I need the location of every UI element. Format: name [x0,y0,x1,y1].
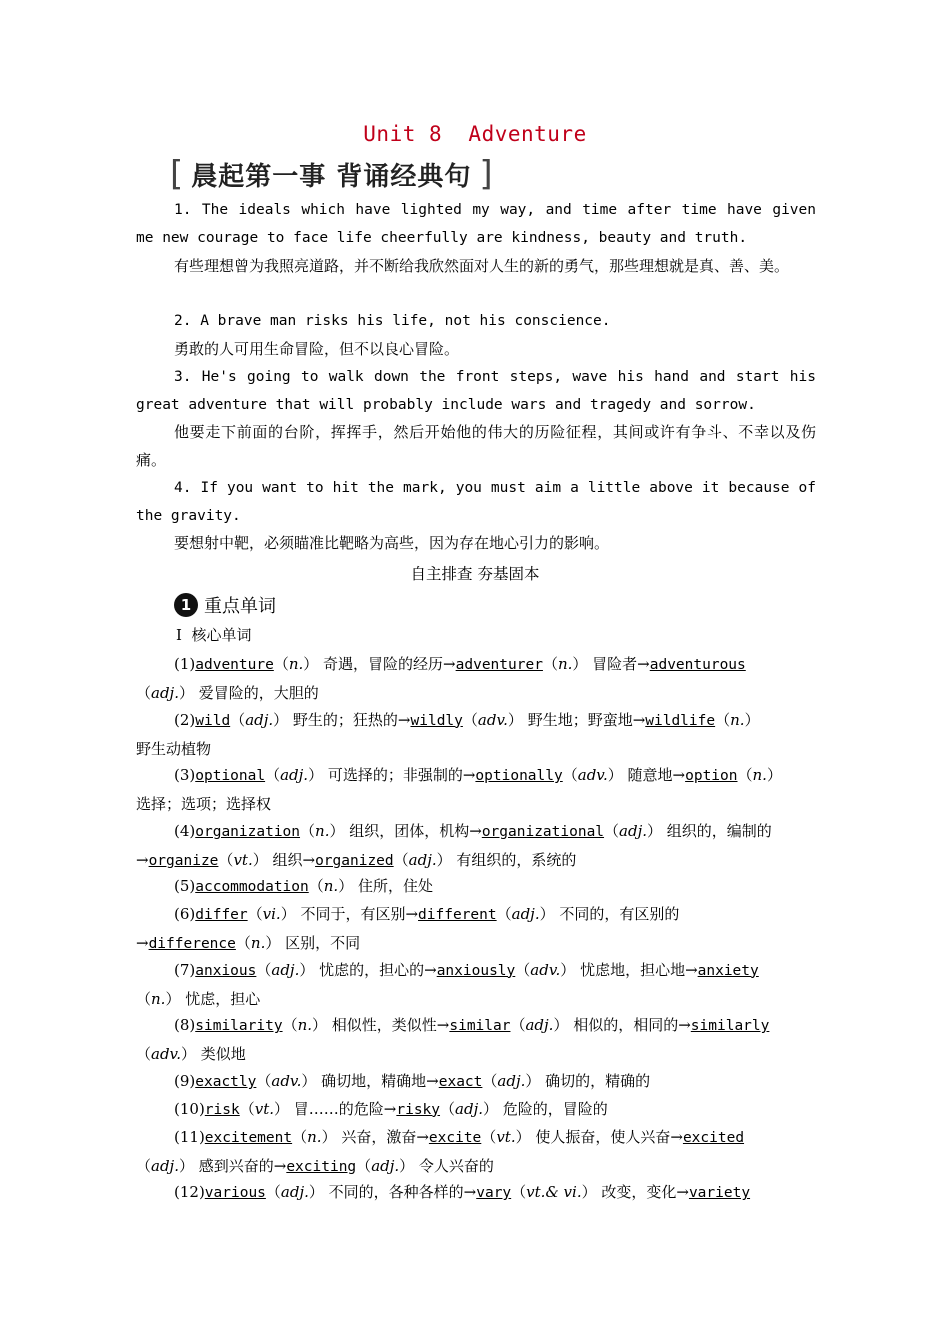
vocab-text: ） 爱冒险的，大胆的 [178,684,319,702]
vocab-text: （ [273,655,289,673]
vocab-entry [136,706,816,763]
vocab-line [136,761,816,790]
sentence-1-chinese: 有些理想曾为我照亮道路，并不断给我欣然面对人生的新的勇气，那些理想就是真、善、美。 [174,257,790,275]
vocab-word: wildly [410,712,463,729]
vocab-text: ） 组织的，编制的 [647,821,772,840]
vocab-text: (1) [174,655,196,673]
vocab-text: （ [715,710,731,729]
sentence-3-chinese: 他要走下前面的台阶，挥挥手，然后开始他的伟大的历险征程，其间或许有争斗、不幸以及伤痛。 [136,423,816,469]
sentence-2-english: 2. A brave man risks his life, not his conscience. [174,313,611,329]
vocab-text: (8) [174,1016,196,1035]
vocab-entry [136,650,816,707]
part-of-speech: adj. [280,1183,309,1202]
vocab-entry [136,1011,816,1068]
part-of-speech: adj. [511,905,540,924]
vocab-text: （ [515,960,531,979]
vocab-text: ） 奇遇，冒险的经历→ [303,655,456,673]
sentence-4-chinese: 要想射中靶，必须瞄准比靶略为高些，因为存在地心引力的影响。 [174,534,610,552]
vocab-text: ） 野生地；野蛮地→ [507,710,646,729]
vocab-text: ） 忧虑，担心 [165,989,261,1008]
vocab-text: ） 组织，团体，机构→ [329,821,482,840]
part-of-speech: vi. [262,905,281,924]
sentence-3-english: 3. He's going to walk down the front steps, wave his hand and start his great adventure that will probably include wars and tragedy and sorrow. [136,369,816,413]
vocab-text: (11) [174,1127,205,1146]
vocab-text: （ [300,821,316,840]
part-of-speech: vt. [254,1099,275,1118]
vocab-text: (6) [174,905,196,924]
vocab-word: adventurous [649,657,746,673]
part-of-speech: adj. [245,710,274,729]
vocab-line [136,900,816,929]
vocab-word: difference [148,936,236,953]
vocab-line [136,790,816,818]
part-of-speech: n. [307,1127,322,1146]
vocab-text: ） 类似地 [181,1045,246,1064]
vocab-text: ） 随意地→ [607,766,686,785]
vocab-text: ） 感到兴奋的→ [178,1156,287,1175]
vocab-word: similarly [690,1018,770,1035]
vocab-text: （ [482,1072,498,1090]
vocab-line [136,1040,816,1068]
vocab-word: wildlife [645,712,716,729]
vocab-text: (2) [174,710,196,729]
sentence-1-english: 1. The ideals which have lighted my way, and time after time have given me new courage to face life cheerfully are kindness, beauty and truth. [136,202,816,246]
vocab-text: （ [256,1072,272,1090]
vocab-line [136,1067,816,1096]
vocab-line [136,1123,816,1152]
part-of-speech: n. [151,989,166,1008]
vocab-text: （ [247,905,263,924]
part-of-speech: n. [288,655,304,673]
banner-text: 晨起第一事 背诵经典句 [191,161,472,192]
vocab-text: ） 改变，变化→ [581,1183,689,1202]
vocab-text: ） 有组织的，系统的 [436,850,577,869]
part-of-speech: n. [557,655,573,673]
vocab-line [136,1011,816,1040]
vocab-word: anxious [195,962,257,979]
vocab-text: ） 忧虑的，担心的→ [299,960,437,979]
sentence-2-chinese: 勇敢的人可用生命冒险，但不以良心冒险。 [174,340,460,358]
vocab-word: different [418,907,497,924]
vocab-line [136,956,816,985]
vocab-text: （ [562,766,578,785]
vocab-word: adventure [195,657,274,673]
vocab-entry [136,900,816,958]
part-of-speech: adv. [477,710,508,729]
vocab-entry [136,817,816,875]
vocab-text: （ [542,655,558,673]
unit-title: Unit 8 Adventure [363,122,587,146]
vocab-text: （ [292,1127,308,1146]
vocab-text: ） 组织→ [252,850,316,869]
vocab-text: （ [265,766,281,785]
vocab-text: （ [265,1183,281,1202]
vocab-text: （ [462,710,478,729]
vocab-text: ） 令人兴奋的 [399,1156,494,1175]
vocab-text: ） 确切的，精确的 [525,1072,651,1090]
vocab-word: optional [195,768,266,785]
vocab-text: （ [218,850,234,869]
vocab-word: option [685,768,738,785]
vocab-word: risk [204,1101,240,1118]
part-of-speech: adj. [271,960,300,979]
vocab-line [136,735,816,763]
part-of-speech: n. [730,710,745,729]
vocab-word: anxiously [436,962,516,979]
vocab-word: anxiety [697,962,759,979]
vocab-text: ） [766,766,782,785]
part-of-speech: adv. [577,766,608,785]
part-of-speech: adj. [455,1099,483,1118]
vocab-word: excited [682,1129,745,1146]
part-of-speech: n. [752,766,767,785]
part-of-speech: adj. [525,1016,554,1035]
vocab-text: ） 区别，不同 [265,934,361,953]
vocab-line [136,1095,816,1124]
vocab-text: ） 相似的，相同的→ [553,1016,691,1035]
part-of-speech: adj. [280,766,309,785]
vocab-text: (4) [174,821,196,840]
vocab-text: （ [136,989,152,1008]
vocab-entry [136,761,816,818]
banner-right-bracket: ] [479,154,493,194]
vocab-text: （ [440,1099,456,1118]
vocab-line [136,1178,816,1207]
part-of-speech: adv. [530,960,561,979]
vocab-line [136,872,816,901]
vocab-text: (5) [174,877,196,896]
vocab-text: ） 相似性，类似性→ [312,1016,450,1035]
vocab-text: ） 不同的，各种各样的→ [308,1183,477,1202]
vocab-line [136,706,816,735]
vocab-word: excite [428,1129,482,1146]
vocab-entry [136,1123,816,1181]
vocab-text: （ [239,1099,255,1118]
vocab-text: ） 冒……的危险→ [274,1099,397,1118]
vocab-word: similarity [195,1018,283,1035]
vocab-line [136,985,816,1013]
vocab-text: （ [481,1127,497,1146]
part-of-speech: adj. [151,684,179,702]
vocab-text: → [136,850,149,869]
vocab-word: exact [438,1074,483,1090]
vocab-entry [136,1178,816,1207]
vocab-entry [136,1095,816,1124]
vocab-text: (10) [174,1099,205,1118]
part-of-speech: vt.& vi. [526,1183,582,1202]
vocab-text: ） 使人振奋，使人兴奋→ [515,1127,683,1146]
vocab-word: similar [449,1018,511,1035]
vocab-text: 选择；选项；选择权 [136,795,272,814]
vocab-word: adventurer [455,657,543,673]
vocab-text: （ [393,850,409,869]
part-of-speech: n. [250,934,266,953]
vocab-word: excitement [204,1129,293,1146]
vocab-word: accommodation [195,879,309,896]
vocab-word: organization [195,823,301,840]
vocab-entry [136,956,816,1013]
part-of-speech: vt. [233,850,253,869]
vocab-text: （ [737,766,753,785]
vocab-word: organize [148,852,219,869]
vocab-text: （ [136,1156,152,1175]
part-of-speech: vt. [496,1127,516,1146]
vocab-text: （ [356,1156,372,1175]
vocab-word: risky [396,1101,441,1118]
vocab-text: (3) [174,766,196,785]
part-of-speech: adj. [408,850,437,869]
vocab-text: 野生动植物 [136,739,212,758]
vocab-entry [136,872,816,901]
vocab-text: (12) [174,1183,205,1202]
vocab-line [136,929,816,958]
section-heading [174,590,276,620]
vocab-text: （ [496,905,512,924]
vocab-text: ） 兴奋，激奋→ [321,1127,429,1146]
vocab-line [136,1152,816,1181]
vocab-text: （ [230,710,246,729]
vocab-text: （ [235,934,251,953]
vocab-word: optionally [475,768,563,785]
vocab-line [136,650,816,679]
vocab-text: （ [510,1016,526,1035]
vocab-word: exactly [195,1074,257,1090]
vocab-word: variety [688,1185,751,1202]
part-of-speech: adj. [151,1156,179,1175]
vocab-word: exciting [286,1158,357,1175]
section-number-badge: 1 [174,593,198,617]
vocab-text: ） 确切地，精确地→ [301,1072,439,1090]
vocab-text: （ [604,821,620,840]
section-label: 重点单词 [204,596,276,617]
sentence-4-english: 4. If you want to hit the mark, you must aim a little above it because of the gravity. [136,480,816,524]
vocab-text: （ [136,1045,152,1064]
vocab-text: （ [256,960,272,979]
part-of-speech: n. [315,821,330,840]
subsection-heading: Ⅰ 核心单词 [176,626,252,644]
part-of-speech: adv. [271,1072,302,1090]
vocab-line [136,679,816,707]
part-of-speech: n. [297,1016,313,1035]
vocab-text: ） 危险的，冒险的 [483,1099,608,1118]
part-of-speech: adv. [151,1045,182,1064]
vocab-text: ） 可选择的；非强制的→ [308,766,476,785]
vocab-text: （ [511,1183,527,1202]
vocab-text: ） 忧虑地，担心地→ [560,960,698,979]
vocab-text: （ [282,1016,298,1035]
vocab-line [136,846,816,875]
vocab-text: (9) [174,1072,196,1090]
vocab-word: organizational [481,823,605,840]
vocab-word: differ [195,907,248,924]
vocab-text: ） 住所，住处 [338,877,433,896]
part-of-speech: adj. [497,1072,526,1090]
section-banner [170,156,493,192]
part-of-speech: n. [323,877,339,896]
vocab-word: vary [476,1185,512,1202]
vocab-text: ） 不同的，有区别的 [539,905,680,924]
vocab-word: organized [315,852,394,869]
vocab-word: various [204,1185,266,1202]
vocab-text: ） 不同于，有区别→ [280,905,419,924]
vocab-text: ） 冒险者→ [572,655,650,673]
vocab-line [136,817,816,846]
vocab-text: ） [744,710,760,729]
part-of-speech: adj. [371,1156,400,1175]
vocab-entry [136,1067,816,1096]
vocab-text: (7) [174,960,196,979]
vocab-text: ） 野生的；狂热的→ [273,710,411,729]
part-of-speech: adj. [619,821,648,840]
vocab-text: （ [136,684,152,702]
vocab-text: → [136,934,149,953]
vocab-text: （ [308,877,324,896]
vocab-word: wild [195,712,231,729]
banner-left-bracket: [ [170,154,184,194]
subtitle: 自主排查 夯基固本 [410,565,540,583]
